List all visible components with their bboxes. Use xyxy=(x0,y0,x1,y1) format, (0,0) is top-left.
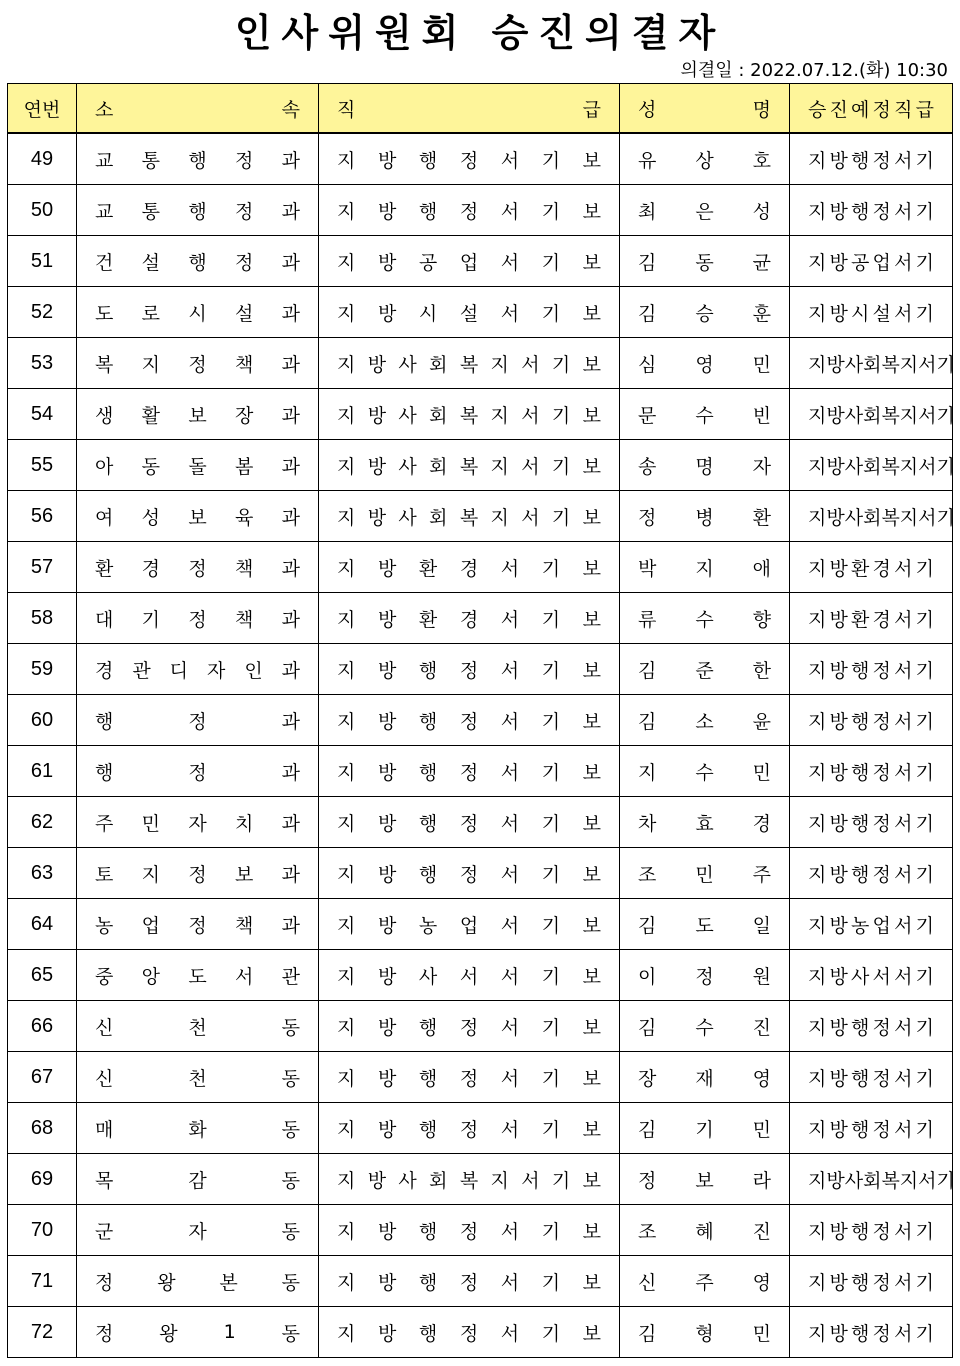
table-row xyxy=(8,695,953,746)
row-promo xyxy=(790,1205,953,1256)
row-name xyxy=(620,133,790,185)
cell-text: 농 업 정 책 과 xyxy=(95,914,300,937)
row-promo xyxy=(790,1307,953,1358)
cell-text: 지 방 행 정 서 기 보 xyxy=(337,200,601,223)
cell-text: 지 방 시 설 서 기 xyxy=(808,302,934,325)
row-dept xyxy=(77,287,319,338)
row-name xyxy=(620,593,790,644)
cell-text: 신 주 영 xyxy=(638,1271,771,1294)
cell-text: 소 속 xyxy=(95,98,300,121)
row-dept xyxy=(77,389,319,440)
row-no xyxy=(8,236,77,287)
cell-text: 지 방 행 정 서 기 보 xyxy=(337,1118,601,1141)
row-no-text: 72 xyxy=(30,1320,54,1343)
cell-text: 김 도 일 xyxy=(638,914,771,937)
row-grade xyxy=(319,1205,620,1256)
table-row xyxy=(8,797,953,848)
row-name xyxy=(620,1001,790,1052)
row-promo xyxy=(790,899,953,950)
row-no xyxy=(8,1154,77,1205)
row-no xyxy=(8,185,77,236)
row-promo xyxy=(790,236,953,287)
cell-text: 행 정 과 xyxy=(95,710,300,733)
cell-text: 도 로 시 설 과 xyxy=(95,302,300,325)
row-promo xyxy=(790,185,953,236)
row-promo xyxy=(790,542,953,593)
cell-text: 지 방 사 회 복 지 서 기 보 xyxy=(337,506,601,529)
cell-text: 지 방 환 경 서 기 xyxy=(808,557,934,580)
cell-text: 장 재 영 xyxy=(638,1067,771,1090)
table-row xyxy=(8,542,953,593)
table-row xyxy=(8,899,953,950)
cell-text: 김 소 윤 xyxy=(638,710,771,733)
row-no-text: 50 xyxy=(30,198,54,221)
cell-text: 지 방 공 업 서 기 보 xyxy=(337,251,601,274)
row-dept xyxy=(77,644,319,695)
row-name xyxy=(620,440,790,491)
row-no xyxy=(8,1052,77,1103)
cell-text: 박 지 애 xyxy=(638,557,771,580)
row-no-text: 51 xyxy=(30,249,54,272)
row-grade xyxy=(319,133,620,185)
row-name xyxy=(620,899,790,950)
table-body xyxy=(8,133,953,1358)
row-no xyxy=(8,287,77,338)
row-grade xyxy=(319,287,620,338)
cell-text: 아 동 돌 봄 과 xyxy=(95,455,300,478)
table-row xyxy=(8,440,953,491)
row-dept xyxy=(77,338,319,389)
row-dept xyxy=(77,542,319,593)
row-name xyxy=(620,1052,790,1103)
row-dept xyxy=(77,695,319,746)
row-no xyxy=(8,440,77,491)
row-no-text: 60 xyxy=(30,708,54,731)
row-name xyxy=(620,1256,790,1307)
cell-text: 지 방 사 회 복 지 서 기 보 xyxy=(337,353,601,376)
row-dept xyxy=(77,1052,319,1103)
cell-text: 문 수 빈 xyxy=(638,404,771,427)
header-no: 연번 xyxy=(8,84,77,134)
cell-text: 복 지 정 책 과 xyxy=(95,353,300,376)
cell-text: 김 승 훈 xyxy=(638,302,771,325)
decision-date: 의결일 : 2022.07.12.(화) 10:30 xyxy=(680,60,948,81)
cell-text: 지 수 민 xyxy=(638,761,771,784)
row-name xyxy=(620,1154,790,1205)
row-no-text: 61 xyxy=(30,759,54,782)
cell-text: 지 방 행 정 서 기 xyxy=(808,1118,934,1141)
cell-text: 지 방 행 정 서 기 xyxy=(808,710,934,733)
row-grade xyxy=(319,593,620,644)
table-row xyxy=(8,491,953,542)
row-no-text: 57 xyxy=(30,555,54,578)
row-no-text: 70 xyxy=(30,1218,54,1241)
row-no-text: 65 xyxy=(30,963,54,986)
cell-text: 지 방 행 정 서 기 xyxy=(808,1271,934,1294)
cell-text: 토 지 정 보 과 xyxy=(95,863,300,886)
row-no-text: 64 xyxy=(30,912,54,935)
table-row xyxy=(8,236,953,287)
row-no xyxy=(8,542,77,593)
row-no xyxy=(8,1001,77,1052)
cell-text: 지 방 사 회 복 지 서 기 보 xyxy=(337,1169,601,1192)
row-grade xyxy=(319,491,620,542)
row-grade xyxy=(319,1103,620,1154)
row-no-text: 66 xyxy=(30,1014,54,1037)
row-dept xyxy=(77,899,319,950)
row-dept xyxy=(77,1154,319,1205)
row-dept xyxy=(77,1307,319,1358)
row-dept xyxy=(77,185,319,236)
cell-text: 신 천 동 xyxy=(95,1067,300,1090)
table-row xyxy=(8,1001,953,1052)
cell-text: 지 방 행 정 서 기 보 xyxy=(337,710,601,733)
cell-text: 정 보 라 xyxy=(638,1169,771,1192)
row-grade xyxy=(319,746,620,797)
cell-text: 류 수 향 xyxy=(638,608,771,631)
row-no-text: 67 xyxy=(30,1065,54,1088)
row-promo xyxy=(790,1256,953,1307)
table-row xyxy=(8,1205,953,1256)
row-no xyxy=(8,133,77,185)
table-row xyxy=(8,389,953,440)
cell-text: 지 방 행 정 서 기 xyxy=(808,1016,934,1039)
cell-text: 지 방 행 정 서 기 보 xyxy=(337,1271,601,1294)
cell-text: 지 방 사 회 복 지 서 기 xyxy=(808,1169,955,1192)
row-no xyxy=(8,848,77,899)
row-grade xyxy=(319,1256,620,1307)
cell-text: 교 통 행 정 과 xyxy=(95,200,300,223)
cell-text: 지 방 사 회 복 지 서 기 xyxy=(808,404,955,427)
row-dept xyxy=(77,1205,319,1256)
row-dept xyxy=(77,848,319,899)
row-promo xyxy=(790,1001,953,1052)
cell-text: 지 방 행 정 서 기 보 xyxy=(337,761,601,784)
row-name xyxy=(620,185,790,236)
row-grade xyxy=(319,185,620,236)
row-no xyxy=(8,950,77,1001)
row-promo xyxy=(790,644,953,695)
cell-text: 지 방 행 정 서 기 xyxy=(808,1220,934,1243)
row-no xyxy=(8,644,77,695)
cell-text: 지 방 환 경 서 기 보 xyxy=(337,557,601,580)
cell-text: 정 왕 본 동 xyxy=(95,1271,300,1294)
cell-text: 지 방 행 정 서 기 보 xyxy=(337,1322,601,1345)
row-no-text: 62 xyxy=(30,810,54,833)
row-no xyxy=(8,746,77,797)
row-no xyxy=(8,695,77,746)
row-dept xyxy=(77,1103,319,1154)
row-no xyxy=(8,491,77,542)
cell-text: 정 왕 1 동 xyxy=(95,1321,300,1345)
cell-text: 지 방 행 정 서 기 보 xyxy=(337,1016,601,1039)
row-promo xyxy=(790,1052,953,1103)
table-row xyxy=(8,185,953,236)
row-no-text: 59 xyxy=(30,657,54,680)
row-no xyxy=(8,389,77,440)
row-no-text: 63 xyxy=(30,861,54,884)
row-grade xyxy=(319,1052,620,1103)
cell-text: 지 방 행 정 서 기 보 xyxy=(337,863,601,886)
row-grade xyxy=(319,848,620,899)
cell-text: 최 은 성 xyxy=(638,200,771,223)
cell-text: 지 방 행 정 서 기 보 xyxy=(337,149,601,172)
header-promo xyxy=(790,84,953,134)
row-dept xyxy=(77,133,319,185)
row-no xyxy=(8,1205,77,1256)
cell-text: 지 방 사 회 복 지 서 기 보 xyxy=(337,455,601,478)
table-row xyxy=(8,1052,953,1103)
row-grade xyxy=(319,389,620,440)
row-grade xyxy=(319,1154,620,1205)
row-dept xyxy=(77,593,319,644)
cell-text: 지 방 행 정 서 기 xyxy=(808,659,934,682)
table-row xyxy=(8,950,953,1001)
row-grade xyxy=(319,440,620,491)
table-row xyxy=(8,338,953,389)
row-no xyxy=(8,1256,77,1307)
cell-text: 지 방 농 업 서 기 보 xyxy=(337,914,601,937)
cell-text: 경 관 디 자 인 과 xyxy=(95,659,300,682)
cell-text: 지 방 행 정 서 기 보 xyxy=(337,812,601,835)
cell-text: 지 방 사 회 복 지 서 기 보 xyxy=(337,404,601,427)
row-no-text: 53 xyxy=(30,351,54,374)
row-promo xyxy=(790,440,953,491)
cell-text: 조 민 주 xyxy=(638,863,771,886)
table-row xyxy=(8,746,953,797)
row-no-text: 68 xyxy=(30,1116,54,1139)
cell-text: 지 방 행 정 서 기 보 xyxy=(337,1220,601,1243)
row-name xyxy=(620,338,790,389)
cell-text: 매 화 동 xyxy=(95,1118,300,1141)
cell-text: 김 준 한 xyxy=(638,659,771,682)
row-name xyxy=(620,797,790,848)
table-row xyxy=(8,287,953,338)
cell-text: 군 자 동 xyxy=(95,1220,300,1243)
cell-text: 지 방 행 정 서 기 보 xyxy=(337,1067,601,1090)
row-dept xyxy=(77,746,319,797)
row-promo xyxy=(790,797,953,848)
row-promo xyxy=(790,1103,953,1154)
cell-text: 김 기 민 xyxy=(638,1118,771,1141)
cell-text: 지 방 사 회 복 지 서 기 xyxy=(808,506,955,529)
cell-text: 지 방 환 경 서 기 xyxy=(808,608,934,631)
row-no xyxy=(8,593,77,644)
row-name xyxy=(620,389,790,440)
cell-text: 행 정 과 xyxy=(95,761,300,784)
row-grade xyxy=(319,1001,620,1052)
row-no xyxy=(8,338,77,389)
cell-text: 지 방 행 정 서 기 xyxy=(808,149,934,172)
row-no-text: 56 xyxy=(30,504,54,527)
cell-text: 중 앙 도 서 관 xyxy=(95,965,300,988)
row-promo xyxy=(790,848,953,899)
table-row xyxy=(8,593,953,644)
cell-text: 지 방 사 회 복 지 서 기 xyxy=(808,455,955,478)
table-row xyxy=(8,1103,953,1154)
row-name xyxy=(620,644,790,695)
cell-text: 송 명 자 xyxy=(638,455,771,478)
cell-text: 김 수 진 xyxy=(638,1016,771,1039)
cell-text: 이 정 원 xyxy=(638,965,771,988)
row-name xyxy=(620,491,790,542)
row-no-text: 58 xyxy=(30,606,54,629)
cell-text: 지 방 사 회 복 지 서 기 xyxy=(808,353,955,376)
row-grade xyxy=(319,542,620,593)
cell-text: 목 감 동 xyxy=(95,1169,300,1192)
row-name xyxy=(620,542,790,593)
cell-text: 지 방 행 정 서 기 xyxy=(808,761,934,784)
header-name xyxy=(620,84,790,134)
cell-text: 직 급 xyxy=(337,98,601,121)
row-name xyxy=(620,695,790,746)
cell-text: 김 동 균 xyxy=(638,251,771,274)
row-grade xyxy=(319,797,620,848)
cell-text: 지 방 사 서 서 기 보 xyxy=(337,965,601,988)
table-row xyxy=(8,133,953,185)
row-grade xyxy=(319,899,620,950)
row-grade xyxy=(319,950,620,1001)
row-no-text: 69 xyxy=(30,1167,54,1190)
cell-text: 성 명 xyxy=(638,98,771,121)
row-name xyxy=(620,848,790,899)
row-grade xyxy=(319,1307,620,1358)
cell-text: 지 방 사 서 서 기 xyxy=(808,965,934,988)
row-dept xyxy=(77,440,319,491)
row-name xyxy=(620,1205,790,1256)
cell-text: 지 방 행 정 서 기 xyxy=(808,812,934,835)
cell-text: 신 천 동 xyxy=(95,1016,300,1039)
cell-text: 조 혜 진 xyxy=(638,1220,771,1243)
cell-text: 지 방 행 정 서 기 xyxy=(808,1322,934,1345)
row-dept xyxy=(77,491,319,542)
cell-text: 지 방 행 정 서 기 보 xyxy=(337,659,601,682)
row-promo xyxy=(790,389,953,440)
cell-text: 생 활 보 장 과 xyxy=(95,404,300,427)
cell-text: 주 민 자 치 과 xyxy=(95,812,300,835)
row-grade xyxy=(319,644,620,695)
row-name xyxy=(620,950,790,1001)
row-grade xyxy=(319,236,620,287)
row-dept xyxy=(77,1256,319,1307)
cell-text: 지 방 행 정 서 기 xyxy=(808,1067,934,1090)
cell-text: 지 방 농 업 서 기 xyxy=(808,914,934,937)
row-name xyxy=(620,287,790,338)
row-no-text: 71 xyxy=(30,1269,54,1292)
row-dept xyxy=(77,236,319,287)
row-name xyxy=(620,1307,790,1358)
row-grade xyxy=(319,338,620,389)
table-row xyxy=(8,644,953,695)
table-row xyxy=(8,1154,953,1205)
row-promo xyxy=(790,746,953,797)
cell-text: 건 설 행 정 과 xyxy=(95,251,300,274)
cell-text: 환 경 정 책 과 xyxy=(95,557,300,580)
row-name xyxy=(620,746,790,797)
table-header-row xyxy=(8,84,953,134)
cell-text: 지 방 환 경 서 기 보 xyxy=(337,608,601,631)
cell-text: 유 상 호 xyxy=(638,149,771,172)
table-row xyxy=(8,1256,953,1307)
row-promo xyxy=(790,1154,953,1205)
table-row xyxy=(8,848,953,899)
row-promo xyxy=(790,593,953,644)
row-no-text: 49 xyxy=(30,147,54,170)
header-dept xyxy=(77,84,319,134)
row-name xyxy=(620,236,790,287)
row-promo xyxy=(790,695,953,746)
cell-text: 승 진 예 정 직 급 xyxy=(808,98,934,121)
cell-text: 지 방 행 정 서 기 xyxy=(808,200,934,223)
table-row xyxy=(8,1307,953,1358)
row-no-text: 54 xyxy=(30,402,54,425)
header-grade xyxy=(319,84,620,134)
page-title: 인사위원회 승진의결자 xyxy=(234,10,726,55)
row-grade xyxy=(319,695,620,746)
row-name xyxy=(620,1103,790,1154)
row-promo xyxy=(790,491,953,542)
row-dept xyxy=(77,1001,319,1052)
cell-text: 대 기 정 책 과 xyxy=(95,608,300,631)
cell-text: 차 효 경 xyxy=(638,812,771,835)
row-promo xyxy=(790,287,953,338)
cell-text: 지 방 시 설 서 기 보 xyxy=(337,302,601,325)
row-no-text: 55 xyxy=(30,453,54,476)
cell-text: 심 영 민 xyxy=(638,353,771,376)
row-no xyxy=(8,899,77,950)
row-no xyxy=(8,797,77,848)
cell-text: 김 형 민 xyxy=(638,1322,771,1345)
row-no-text: 52 xyxy=(30,300,54,323)
row-promo xyxy=(790,950,953,1001)
cell-text: 교 통 행 정 과 xyxy=(95,149,300,172)
cell-text: 지 방 공 업 서 기 xyxy=(808,251,934,274)
row-dept xyxy=(77,950,319,1001)
row-dept xyxy=(77,797,319,848)
row-promo xyxy=(790,133,953,185)
row-promo xyxy=(790,338,953,389)
row-no xyxy=(8,1307,77,1358)
promotion-table xyxy=(7,83,953,1358)
cell-text: 지 방 행 정 서 기 xyxy=(808,863,934,886)
row-no xyxy=(8,1103,77,1154)
cell-text: 정 병 환 xyxy=(638,506,771,529)
cell-text: 여 성 보 육 과 xyxy=(95,506,300,529)
